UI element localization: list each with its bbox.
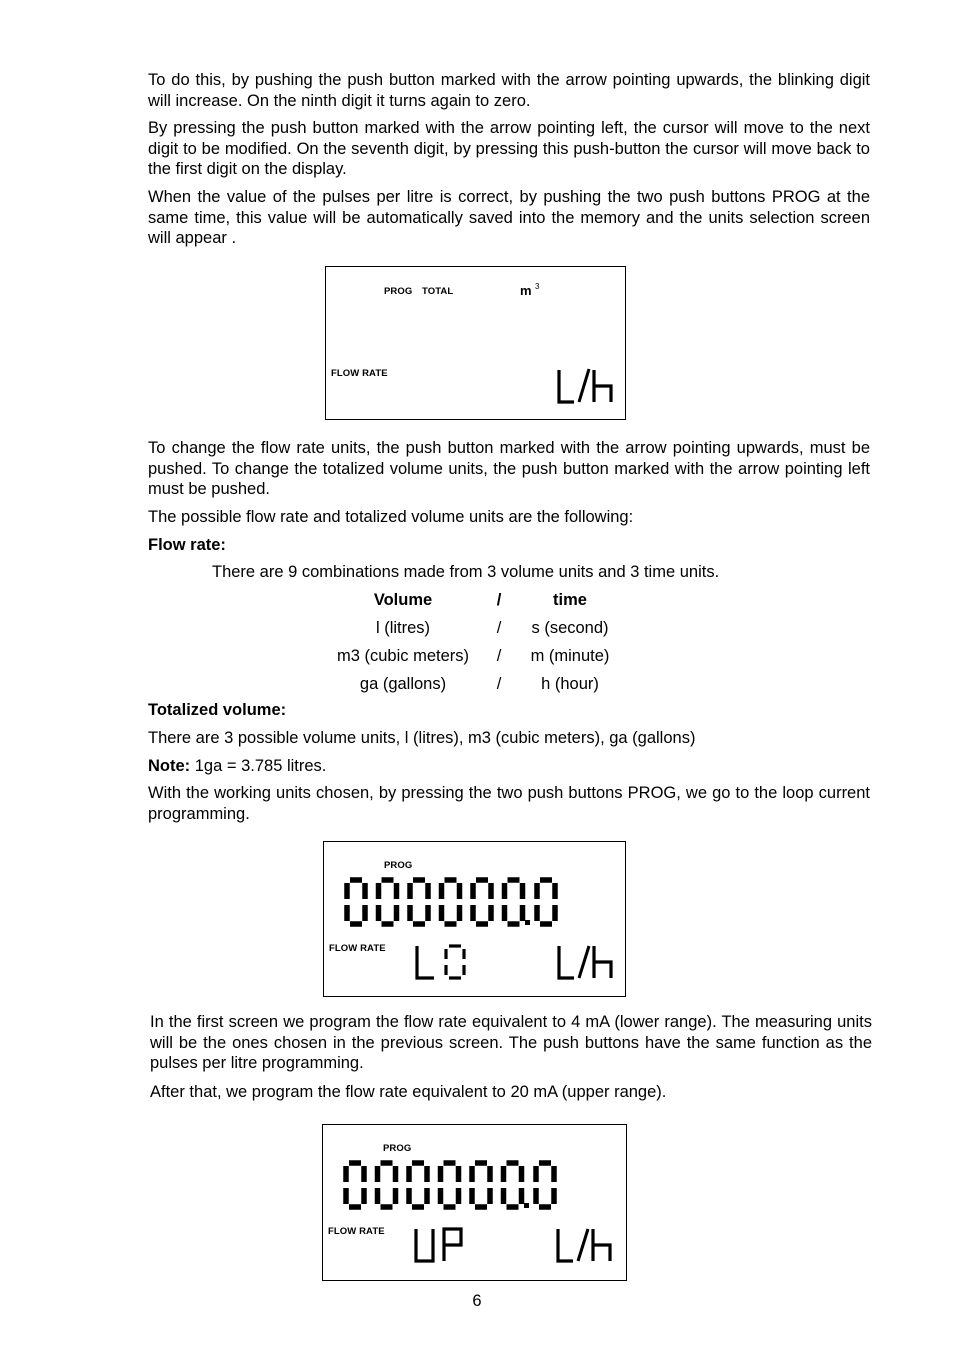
lcd-prog-label: PROG	[384, 860, 413, 871]
paragraph-7: In the first screen we program the flow rate equivalent to 4 mA (lower range). The measuring units will be the ones chosen in the previous screen. The push buttons have the same function as the pulses per litre programming.	[150, 1013, 872, 1073]
units-table	[326, 586, 622, 698]
unit-letter-h	[593, 1229, 610, 1261]
mode-letter-p	[444, 1229, 461, 1261]
paragraph-2: By pressing the push button marked with the arrow pointing left, the cursor will move to the next digit to be modified. On the seventh digit, by pressing this push-button the cursor will move back to the first digit on the display.	[148, 119, 870, 179]
paragraph-5: The possible flow rate and totalized volume units are the following:	[148, 508, 634, 526]
totalized-volume-text: There are 3 possible volume units, l (litres), m3 (cubic meters), ga (gallons)	[148, 729, 696, 747]
paragraph-3: When the value of the pulses per litre is correct, by pushing the two push buttons PROG at the same time, this value will be automatically saved into the memory and the units selection screen will appear .	[148, 188, 870, 248]
page-number: 6	[472, 1292, 482, 1310]
lcd-prog-label: PROG	[383, 1143, 412, 1154]
row-sep: /	[496, 674, 502, 693]
table-row	[326, 670, 622, 698]
lcd-display-lower-range	[323, 841, 626, 997]
note-label: Note:	[148, 757, 191, 775]
header-time: time	[553, 590, 587, 609]
row-time: h (hour)	[541, 674, 599, 693]
lcd-total-label: TOTAL	[422, 286, 454, 297]
unit-letter-l	[558, 1229, 573, 1261]
unit-slash	[579, 946, 589, 978]
lcd-display-units	[325, 266, 626, 420]
decimal-point	[524, 1203, 529, 1208]
lcd-flow-rate-label: FLOW RATE	[331, 368, 388, 379]
unit-letter-h	[594, 946, 611, 978]
mode-letter-l	[417, 946, 434, 978]
unit-slash	[578, 1229, 588, 1261]
lcd-digits-lower	[324, 842, 626, 997]
header-sep: /	[496, 590, 502, 609]
totalized-volume-heading: Totalized volume:	[148, 701, 287, 719]
lcd-flow-rate-label: FLOW RATE	[328, 1226, 385, 1237]
row-time: m (minute)	[530, 646, 610, 665]
row-volume: l (litres)	[375, 618, 431, 637]
paragraph-4: To change the flow rate units, the push button marked with the arrow pointing upwards, must be pushed. To change the totalized volume units, the push button marked with the arrow pointing left must be pushed.	[148, 439, 870, 499]
row-time: s (second)	[531, 618, 609, 637]
flow-rate-heading: Flow rate:	[148, 536, 226, 554]
lcd-display-upper-range	[322, 1124, 627, 1281]
lcd-unit-m: m	[520, 283, 532, 298]
row-volume: ga (gallons)	[359, 674, 447, 693]
header-volume: Volume	[373, 590, 433, 609]
paragraph-6: With the working units chosen, by pressing the two push buttons PROG, we go to the loop current programming.	[148, 784, 870, 823]
row-volume: m3 (cubic meters)	[336, 646, 470, 665]
paragraph-1: To do this, by pushing the push button marked with the arrow pointing upwards, the blinking digit will increase. On the ninth digit it turns again to zero.	[148, 71, 870, 110]
flow-rate-text: There are 9 combinations made from 3 volume units and 3 time units.	[212, 563, 720, 581]
mode-letter-u	[416, 1229, 433, 1261]
note-line	[148, 756, 326, 777]
lcd-digits-upper	[323, 1125, 627, 1281]
units-table-header	[326, 586, 622, 614]
lcd-prog-label: PROG	[384, 286, 413, 297]
lcd-unit-superscript: 3	[535, 282, 540, 291]
table-row	[326, 642, 622, 670]
lcd-flow-rate-label: FLOW RATE	[329, 943, 386, 954]
decimal-point	[525, 920, 530, 925]
row-sep: /	[496, 618, 502, 637]
lcd-segment-unit-lh	[326, 267, 626, 420]
unit-letter-l	[559, 946, 574, 978]
table-row	[326, 614, 622, 642]
note-text: 1ga = 3.785 litres.	[190, 757, 327, 775]
paragraph-8: After that, we program the flow rate equivalent to 20 mA (upper range).	[150, 1083, 667, 1101]
row-sep: /	[496, 646, 502, 665]
